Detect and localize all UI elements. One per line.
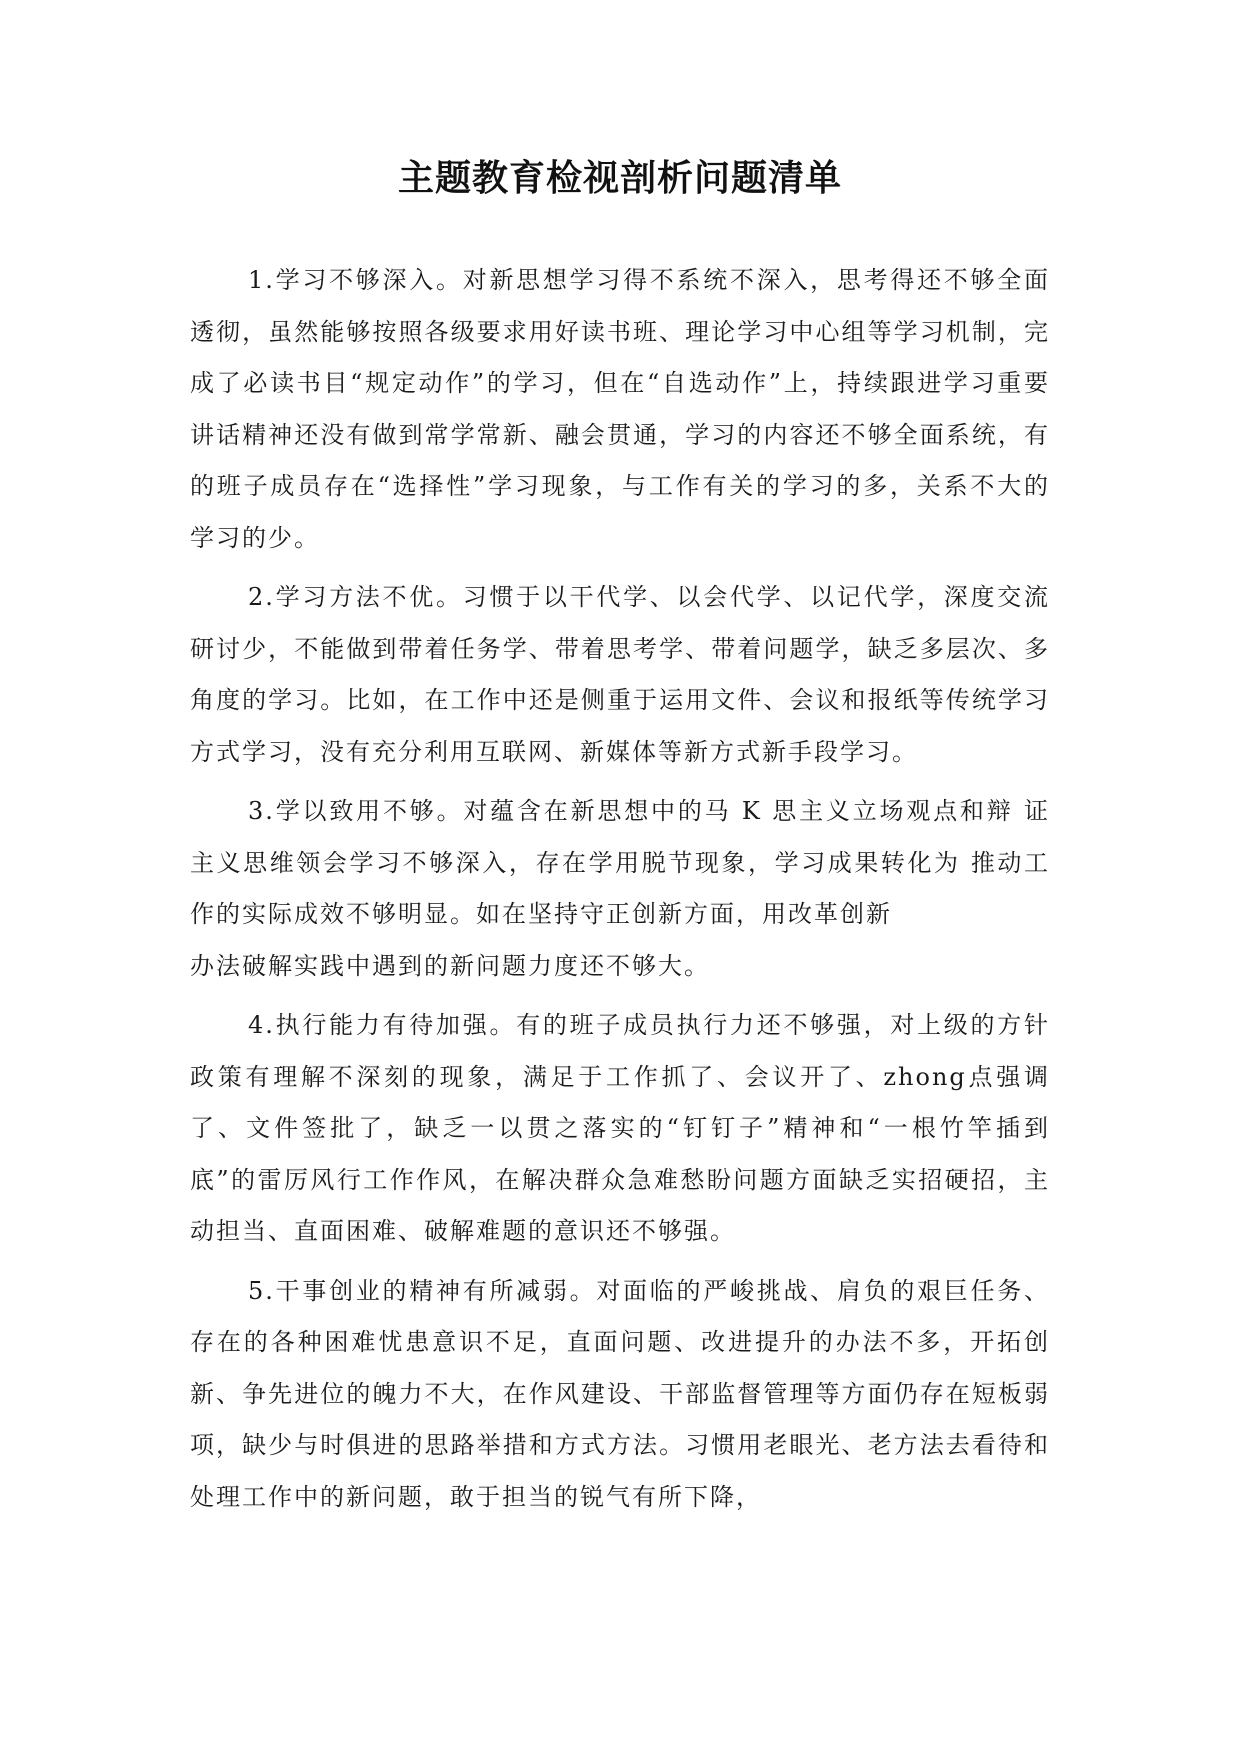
paragraph-1: 1.学习不够深入。对新思想学习得不系统不深入，思考得还不够全面透彻，虽然能够按照各级要求用好读书班、理论学习中心组等学习机制，完成了必读书目“规定动作”的学习，但在“自选动作”上，持续跟进学习重要讲话精神还没有做到常学常新、融会贯通，学习的内容还不够全面系统，有的班子成员存在“选择性”学习现象，与工作有关的学习的多，关系不大的学习的少。: [190, 266, 1050, 552]
document-body: [190, 255, 1050, 1531]
paragraph-3: [190, 786, 1050, 992]
paragraph-2: 2.学习方法不优。习惯于以干代学、以会代学、以记代学，深度交流研讨少，不能做到带着任务学、带着思考学、带着问题学，缺乏多层次、多角度的学习。比如，在工作中还是侧重于运用文件、会议和报纸等传统学习方式学习，没有充分利用互联网、新媒体等新方式新手段学习。: [190, 583, 1050, 766]
document-title: 主题教育检视剖析问题清单: [397, 157, 842, 199]
paragraph-3-continuation: 办法破解实践中遇到的新问题力度还不够大。: [190, 951, 710, 980]
paragraph-3-main: 3.学以致用不够。对蕴含在新思想中的马 K 思主义立场观点和辩 证主义思维领会学习不够深入，存在学用脱节现象，学习成果转化为 推动工作的实际成效不够明显。如在坚持守正创新方面，用改革创新: [190, 797, 1050, 928]
paragraph-4: 4.执行能力有待加强。有的班子成员执行力还不够强，对上级的方针政策有理解不深刻的现象，满足于工作抓了、会议开了、zhong点强调了、文件签批了，缺乏一以贯之落实的“钉钉子”精神和“一根竹竿插到底”的雷厉风行工作作风，在解决群众急难愁盼问题方面缺乏实招硬招，主动担当、直面困难、破解难题的意识还不够强。: [190, 1011, 1050, 1245]
paragraph-5: 5.干事创业的精神有所减弱。对面临的严峻挑战、肩负的艰巨任务、存在的各种困难忧患意识不足，直面问题、改进提升的办法不多，开拓创新、争先进位的魄力不大，在作风建设、干部监督管理等方面仍存在短板弱项，缺少与时俱进的思路举措和方式方法。习惯用老眼光、老方法去看待和处理工作中的新问题，敢于担当的锐气有所下降，: [190, 1276, 1050, 1511]
